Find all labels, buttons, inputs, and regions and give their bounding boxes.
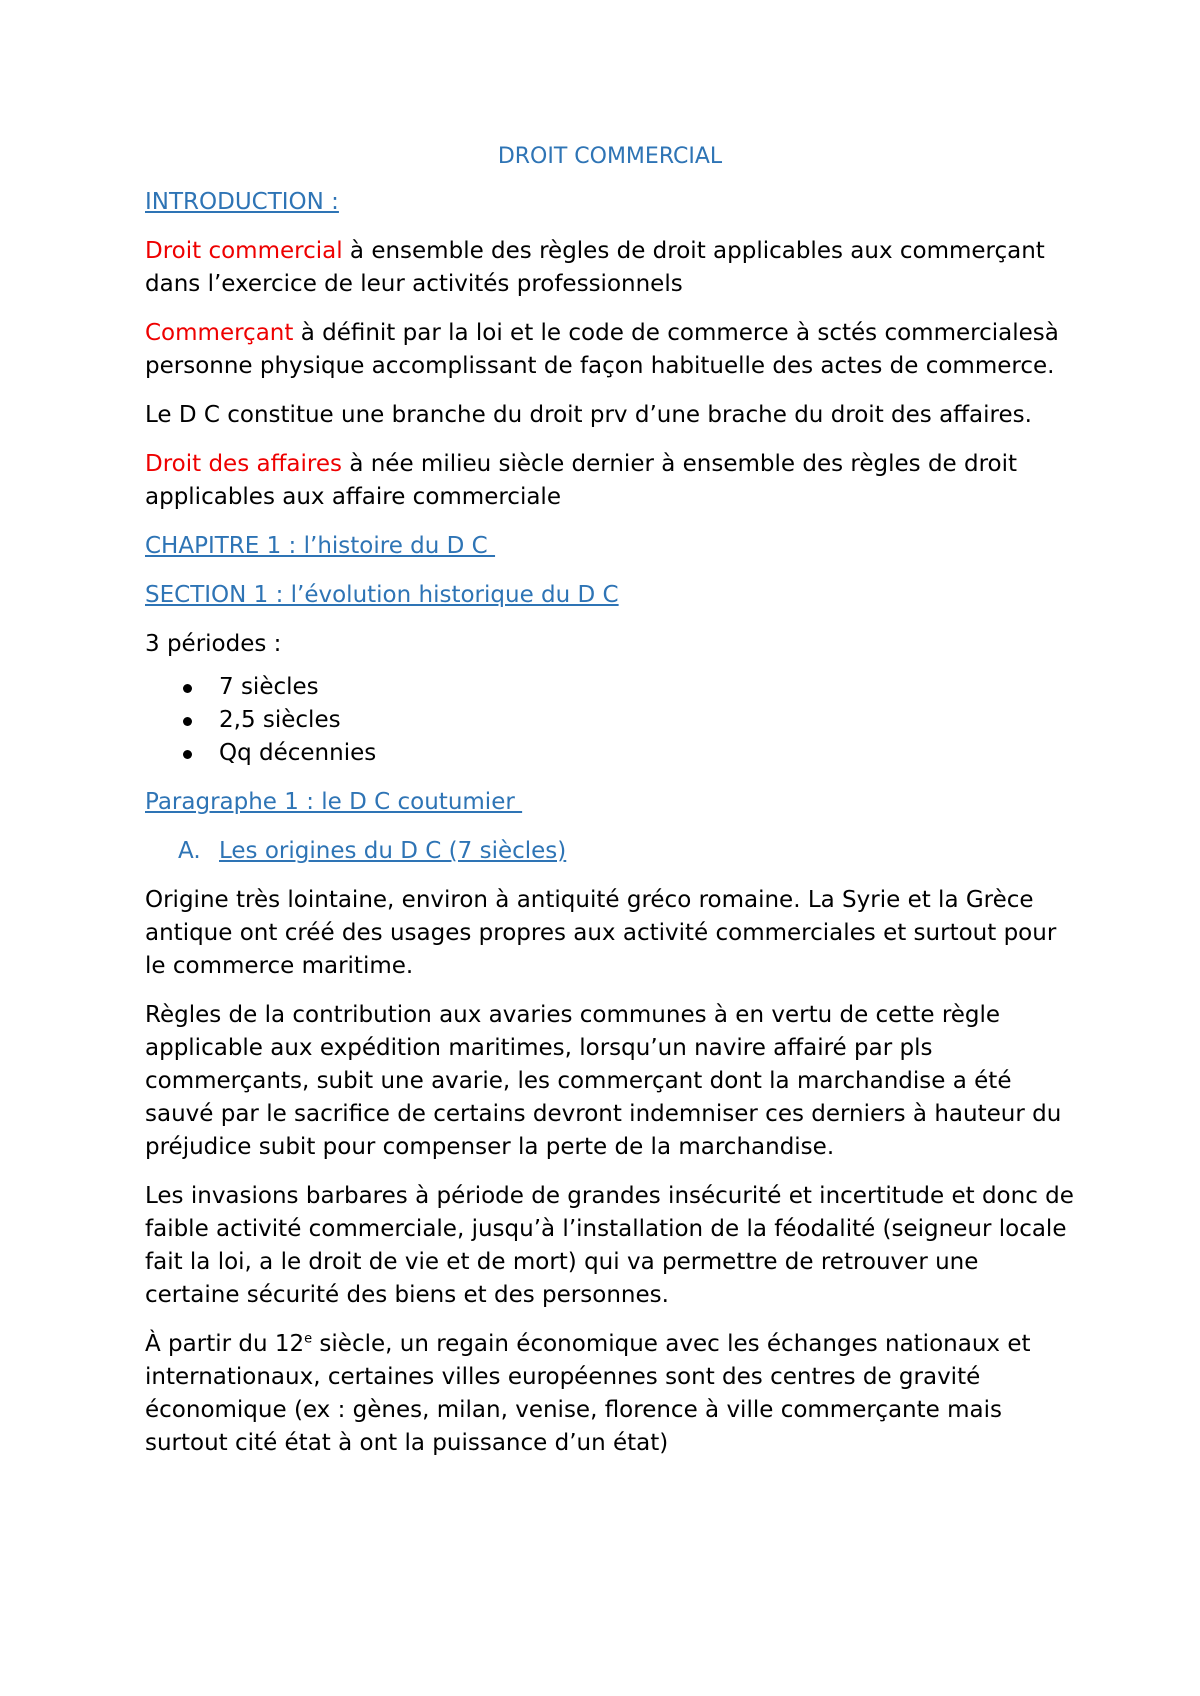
list-item: 7 siècles: [145, 671, 1075, 704]
list-item: Qq décennies: [145, 737, 1075, 770]
bullet-icon: [183, 684, 192, 693]
definition-droit-affaires: [145, 448, 1075, 514]
definition-droit-commercial: [145, 235, 1075, 301]
paragraph-invasions: Les invasions barbares à période de grandes insécurité et incertitude et donc de faible activité commerciale, jusqu’à l’installation de la féodalité (seigneur locale fait la loi, a le droit de vie et de mort) qui va permettre de retrouver une certaine sécurité des biens et des personnes.: [145, 1183, 1074, 1308]
document-title: DROIT COMMERCIAL: [497, 144, 723, 169]
document-page: [145, 140, 1075, 1476]
section-heading: SECTION 1 : l’évolution historique du D C: [145, 582, 619, 608]
periodes-list: [145, 671, 1075, 770]
paragraphe-heading: Paragraphe 1 : le D C coutumier: [145, 789, 523, 815]
definition-text: à définit par la loi et le code de commerce à sctés commercialesà personne physique accomplissant de façon habituelle des actes de commerce.: [145, 320, 1059, 379]
introduction-heading: INTRODUCTION :: [145, 189, 339, 215]
paragraph-dc-branche: Le D C constitue une branche du droit prv d’une brache du droit des affaires.: [145, 402, 1032, 428]
subheading-text: Les origines du D C (7 siècles): [219, 838, 567, 864]
paragraph-origine: Origine très lointaine, environ à antiquité gréco romaine. La Syrie et la Grèce antique ont créé des usages propres aux activité commerciales et surtout pour le commerce maritime.: [145, 887, 1057, 979]
term-droit-affaires: Droit des affaires: [145, 451, 343, 477]
bullet-icon: [183, 750, 192, 759]
bullet-icon: [183, 717, 192, 726]
list-item: 2,5 siècles: [145, 704, 1075, 737]
periodes-intro: 3 périodes :: [145, 631, 282, 657]
definition-text: à ensemble des règles de droit applicables aux commerçant dans l’exercice de leur activités professionnels: [145, 238, 1045, 297]
paragraph-regles: Règles de la contribution aux avaries communes à en vertu de cette règle applicable aux expédition maritimes, lorsqu’un navire affairé par pls commerçants, subit une avarie, les commerçant dont la marchandise a été sauvé par le sacrifice de certains devront indemniser ces derniers à hauteur du préjudice subit pour compenser la perte de la marchandise.: [145, 1002, 1062, 1160]
term-droit-commercial: Droit commercial: [145, 238, 343, 264]
definition-commercant: [145, 317, 1075, 383]
subheading-a: [145, 835, 1075, 868]
definition-text: à née milieu siècle dernier à ensemble des règles de droit applicables aux affaire commerciale: [145, 451, 1018, 510]
paragraph-12e-siecle: À partir du 12e siècle, un regain économique avec les échanges nationaux et internationaux, certaines villes européennes sont des centres de gravité économique (ex : gènes, milan, venise, florence à ville commerçante mais surtout cité état à ont la puissance d’un état): [145, 1331, 1031, 1456]
term-commercant: Commerçant: [145, 320, 294, 346]
chapitre-heading: CHAPITRE 1 : l’histoire du D C: [145, 533, 496, 559]
subheading-letter: A.: [178, 838, 201, 864]
